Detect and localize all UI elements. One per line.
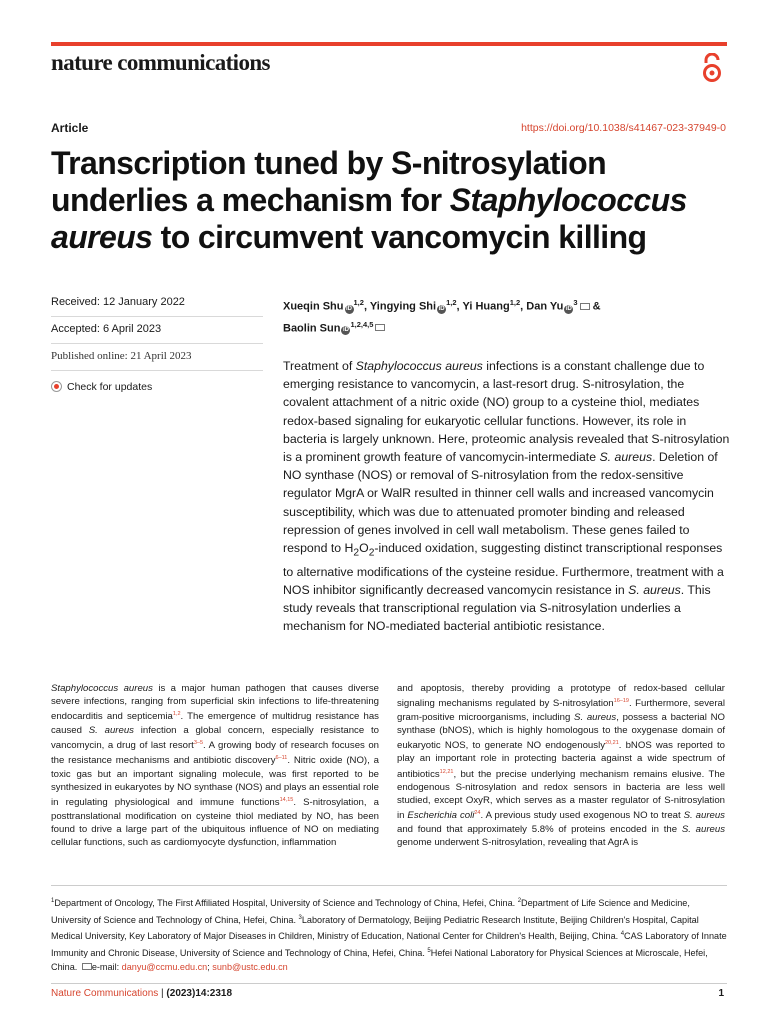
check-for-updates-button[interactable]	[51, 371, 263, 398]
header-accent-rule	[51, 42, 727, 46]
article-metadata	[51, 290, 263, 398]
affiliations-divider	[51, 885, 727, 886]
open-access-icon	[701, 53, 723, 83]
author-name[interactable]: Yingying Shi	[369, 300, 437, 313]
author-name[interactable]: Xueqin Shu	[283, 300, 344, 313]
author-name[interactable]: Baolin Sun	[283, 322, 341, 335]
author-name[interactable]: Yi Huang	[462, 300, 510, 313]
abstract: Treatment of Staphylococcus aureus infections is a constant challenge due to emerging resistance to vancomycin, a last-resort drug. S-nitrosylation, the covalent attachment of a nitric oxide (NO) group to a cysteine thiol, mediates redox-based signaling for eukaryotic cellular functions. However, its role in bacteria is largely unknown. Here, proteomic analysis revealed that S-nitrosylation is a prominent growth feature of vancomycin-intermediate S. aureus. Deletion of NO synthase (NOS) or removal of S-nitrosylation from the redox-sensitive regulator MgrA or WalR resulted in thinner cell walls and increased vancomycin susceptibility, which was due to attenuated promoter binding and released repression of genes involved in cell wall metabolism. These genes failed to respond to $H_2O_2$-induced oxidation, suggesting distinct transcriptional responses to alternative modifications of the cysteine residue. Furthermore, treatment with a NOS inhibitor significantly decreased vancomycin resistance in S. aureus. This study reveals that transcriptional regulation via S-nitrosylation underlies a mechanism for NO-mediated bacterial antibiotic resistance.	[283, 359, 730, 634]
reference-link[interactable]: 16–19	[613, 698, 629, 705]
accepted-date: Accepted: 6 April 2023	[51, 317, 263, 344]
doi-link[interactable]: https://doi.org/10.1038/s41467-023-37949-0	[521, 122, 726, 134]
orcid-icon[interactable]: iD	[438, 305, 445, 312]
orcid-icon[interactable]: iD	[342, 327, 349, 334]
check-updates-icon	[51, 381, 62, 392]
received-date: Received: 12 January 2022	[51, 290, 263, 317]
footer-divider	[51, 983, 727, 984]
reference-link[interactable]: 6–11	[275, 755, 288, 762]
reference-link[interactable]: 24	[474, 810, 481, 817]
journal-name[interactable]: nature communications	[51, 50, 270, 75]
author-list: Xueqin Shu iD$^{1,2}$, Yingying Shi iD$^{1,2}$, Yi Huang$^{1,2}$, Dan Yu $iD^3$ & Baolin Sun iD$^{1,2,4,5}$	[283, 298, 601, 335]
email-link[interactable]: sunb@ustc.edu.cn	[212, 962, 288, 973]
reference-link[interactable]: 20,21	[605, 740, 619, 746]
email-link[interactable]: danyu@ccmu.edu.cn	[121, 962, 208, 973]
email-icon[interactable]	[580, 303, 590, 310]
footer-citation: Nature Communications | (2023)14:2318	[51, 988, 233, 999]
article-title: Transcription tuned by S-nitrosylation underlies a mechanism for Staphylococcus aureus to circumvent vancomycin killing	[51, 145, 687, 255]
published-date: Published online: 21 April 2023	[51, 344, 263, 371]
orcid-icon[interactable]: iD	[346, 305, 352, 312]
reference-link[interactable]: 12,21	[439, 768, 454, 775]
email-icon	[82, 963, 92, 970]
orcid-icon[interactable]: iD	[565, 305, 572, 312]
footer-journal-link[interactable]: Nature Communications	[51, 988, 159, 999]
affiliations: $^1$Department of Oncology, The First Affiliated Hospital, University of Science and Technology of China, Hefei, China. $^2$Department of Life Science and Medicine, University of Science and Technology of China, Hefei, China. $^3$Laboratory of Dermatology, Beijing Pediatric Research Institute, Beijing Children's Hospital, Capital Medical University, Key Laboratory of Major Diseases in Children, Ministry of Education, National Center for Children's Health, Beijing, China. $^4$CAS Laboratory of Innate Immunity and Chronic Disease, University of Science and Technology of China, Hefei, China. $^5$Hefei National Laboratory for Physical Sciences at Microscale, Hefei, China. e-mail: danyu@ccmu.edu.cn; sunb@ustc.edu.cn	[51, 898, 727, 973]
page-number: 1	[718, 988, 724, 999]
author-name[interactable]: Dan Yu	[526, 300, 564, 313]
reference-link[interactable]: 1,2	[172, 711, 181, 718]
reference-link[interactable]: 14,15	[279, 797, 294, 804]
body-text-right-column: and apoptosis, thereby providing a prototype of redox-based cellular signaling mechanisms regulated by S-nitrosylation$^{16-19}$. Furthermore, several gram-positive microorganisms, including S. aureus, possess a bacterial NO synthase (bNOS), which is highly homologous to the oxygenase domain of eukaryotic NOS, to generate NO endogenously$^{20,21}$. bNOS was reported to play an important role in protecting bacteria against a wide spectrum of antibiotics$^{12,21}$, but the precise underlying mechanism remains elusive. The endogenous S-nitrosylation and redox sensors in bacteria are less well studied, except OxyR, which serves as a master regulator of S-nitrosylation in Escherichia coli$^{24}$. A previous study used exogenous NO to treat S. aureus and found that approximately 5.8% of proteins encoded in the S. aureus genome underwent S-nitrosylation, revealing that AgrA is	[397, 683, 725, 848]
body-text-left-column: Staphylococcus aureus is a major human pathogen that causes diverse severe infections, ranging from superficial skin infections to life-threatening endocarditis and septicemia$^{1,2}$. The emergence of multidrug resistance has caused S. aureus infection a global concern, especially resistance to vancomycin, a drug of last resort$^{3-5}$. A growing body of research focuses on the resistance mechanisms and antibiotic discovery$^{6-11}$. Nitric oxide (NO), a toxic gas but an important signaling molecule, was first reported to be synthesized in eukaryotes by NO synthase (NOS) and plays an essential role in regulating physiological and immune functions$^{14,15}$. S-nitrosylation, a posttranslational modification on cysteine thiol mediated by NO, has been found to drive a large part of the ubiquitous influence of NO on mediating cellular functions, such as cardiomyocyte dysfunction, inflammation	[51, 683, 380, 848]
email-icon[interactable]	[375, 324, 385, 331]
check-updates-label: Check for updates	[67, 380, 153, 393]
footer-volume: (2023)14:2318	[166, 988, 233, 999]
reference-link[interactable]: 3–5	[193, 740, 204, 746]
article-type-label: Article	[51, 121, 89, 135]
